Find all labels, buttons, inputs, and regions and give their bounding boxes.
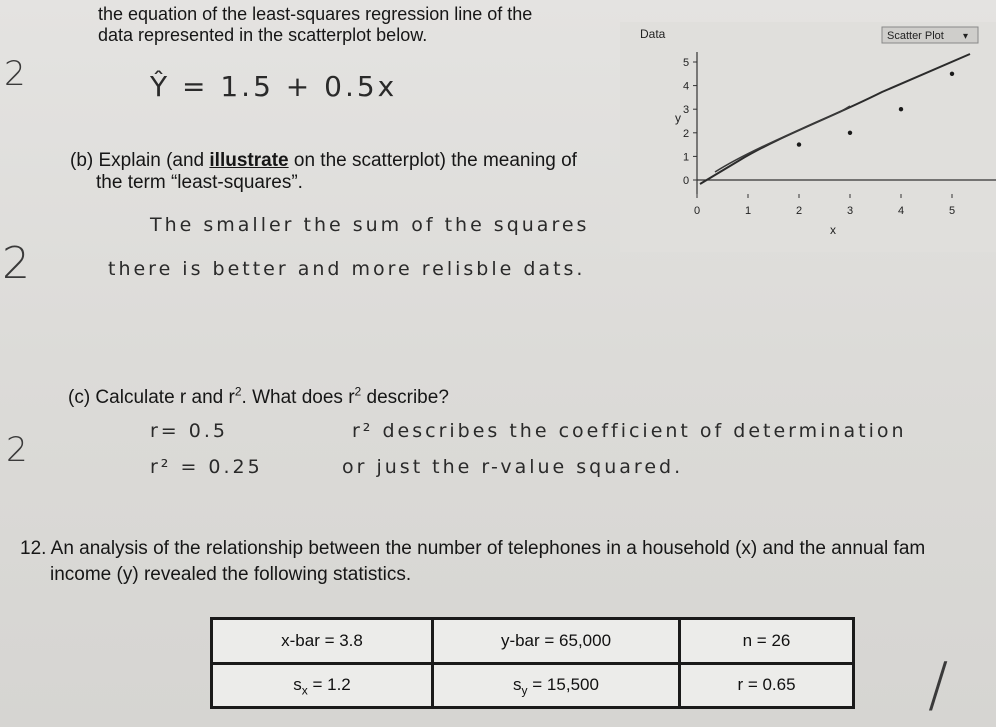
scatter-point: [848, 131, 852, 135]
answer-a: Ŷ = 1.5 + 0.5x: [150, 70, 398, 103]
question-b-line2: the term “least-squares”.: [96, 172, 303, 193]
x-tick-label: 0: [694, 205, 701, 217]
question-12-line2: income (y) revealed the following statistics.: [50, 564, 412, 585]
question-c: (c) Calculate r and $r^2$. What does $r^2$ describe?: [68, 384, 449, 408]
x-tick-label: 4: [898, 205, 905, 217]
answer-c-r: r= 0.5: [150, 420, 228, 442]
grade-mark-a: 2: [4, 54, 26, 94]
x-tick-label: 3: [847, 205, 854, 217]
table-row: [212, 663, 854, 708]
question-b-line1: (b) Explain (and illustrate on the scatterplot) the meaning of: [70, 150, 577, 171]
answer-b-line2: there is better and more relisble dats.: [108, 258, 586, 280]
table-cell-xbar: x-bar = 3.8: [212, 619, 433, 664]
table-cell-n: n = 26: [680, 619, 854, 664]
y-tick-label: 2: [683, 127, 690, 140]
scatter-point: [950, 72, 954, 76]
grade-mark-12: /: [928, 650, 949, 720]
plot-dropdown-label: Scatter Plot: [887, 30, 944, 42]
y-tick-label: 5: [683, 57, 690, 69]
scatter-plot-svg: [620, 22, 996, 252]
answer-b-line1: The smaller the sum of the squares: [150, 214, 590, 236]
table-cell-sy: $s_y = 15,500$: [433, 663, 680, 708]
answer-c-desc-line2: or just the r-value squared.: [342, 456, 684, 478]
table-cell-r: r = 0.65: [680, 663, 854, 708]
scatter-point: [899, 107, 903, 111]
grade-mark-b: 2: [2, 238, 30, 289]
answer-c-r2: r² = 0.25: [150, 456, 263, 478]
scatter-point: [797, 142, 801, 146]
y-tick-label: 0: [683, 175, 690, 187]
x-axis-label: x: [830, 223, 836, 237]
x-tick-label: 1: [745, 205, 752, 217]
grade-mark-c: 2: [6, 430, 28, 470]
table-cell-sx: $s_x = 1.2$: [212, 663, 433, 708]
y-tick-label: 3: [683, 104, 690, 117]
table-row: [212, 619, 854, 664]
question-12-line1: 12. An analysis of the relationship between the number of telephones in a household (x) and the annual fam: [20, 538, 926, 559]
y-tick-label: 4: [683, 80, 690, 93]
scatter-plot: [620, 22, 996, 252]
question-a-line2: data represented in the scatterplot below.: [98, 25, 428, 45]
statistics-table: [210, 617, 855, 709]
chevron-down-icon: ▾: [963, 31, 969, 42]
y-axis-label: y: [675, 111, 681, 125]
x-tick-label: 2: [796, 205, 803, 217]
x-tick-label: 5: [949, 205, 956, 217]
table-cell-ybar: y-bar = 65,000: [433, 619, 680, 664]
plot-data-label: Data: [640, 27, 666, 41]
y-tick-label: 1: [683, 151, 690, 164]
question-a-line1: the equation of the least-squares regression line of the: [98, 4, 533, 24]
answer-c-desc-line1: r² describes the coefficient of determination: [352, 420, 907, 442]
